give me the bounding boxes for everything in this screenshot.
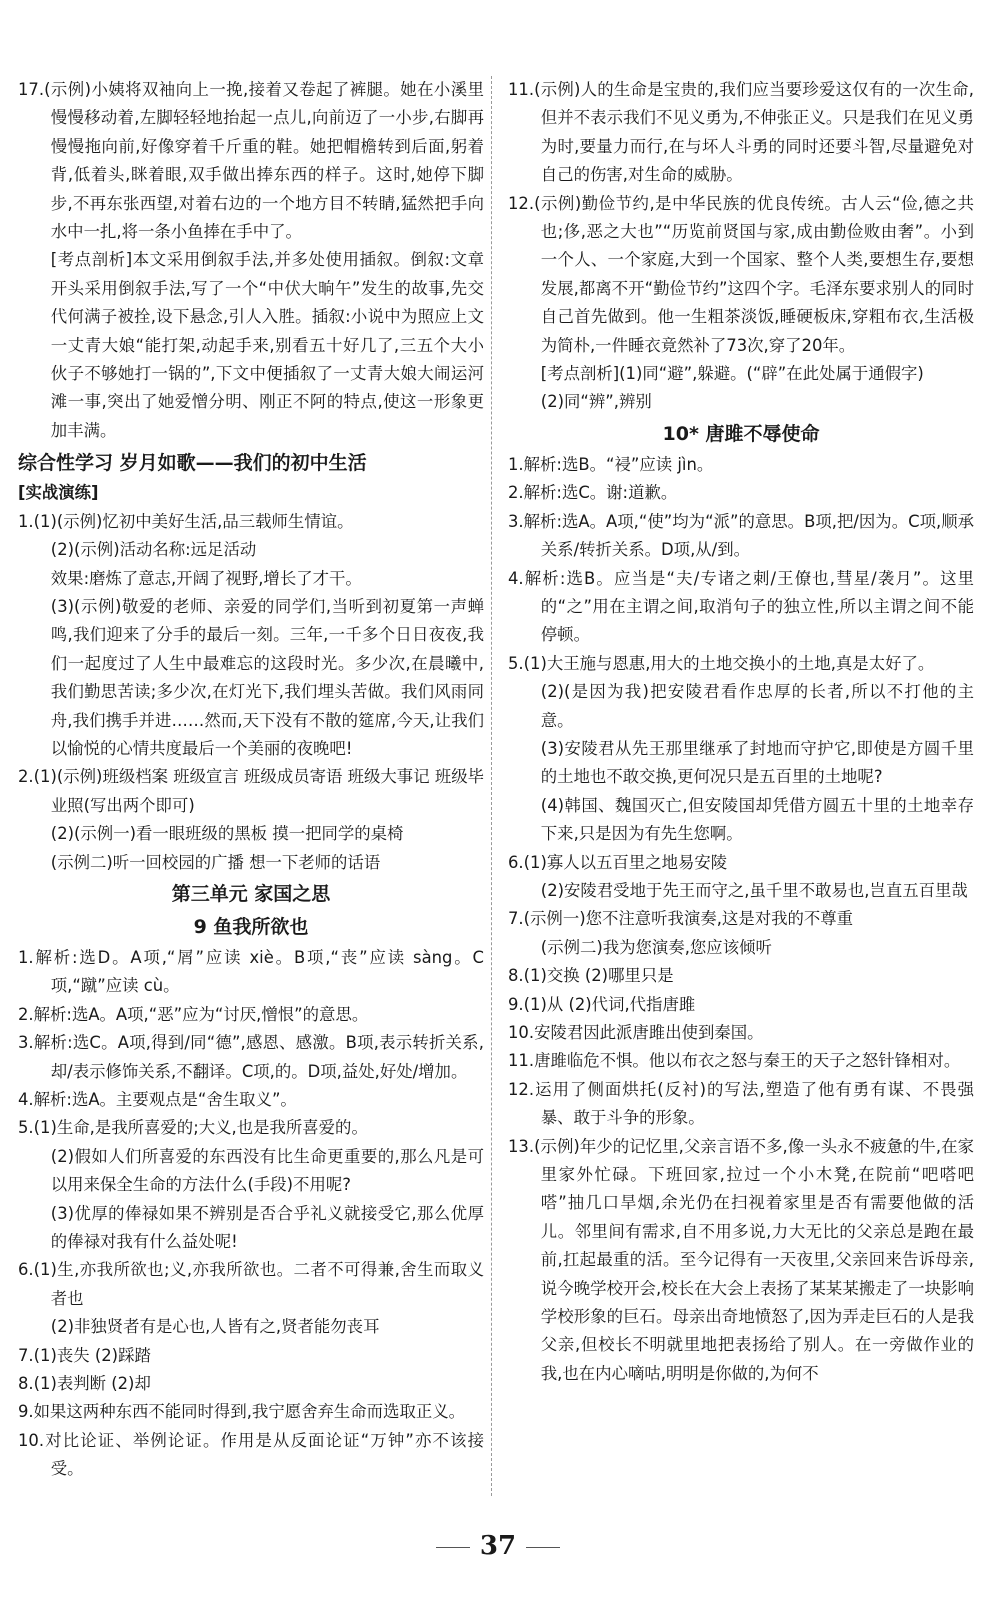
answer-paragraph: (2)(是因为我)把安陵君看作忠厚的长者,所以不打他的主意。 <box>540 682 974 730</box>
section-heading: 第三单元 家国之思 <box>171 882 331 905</box>
answer-paragraph: 9.如果这两种东西不能同时得到,我宁愿舍弃生命而选取正义。 <box>18 1402 466 1422</box>
answer-paragraph: 3.解析:选A。A项,“使”均为“派”的意思。B项,把/因为。C项,顺承关系/转折关系。D项,从/到。 <box>508 511 974 560</box>
answer-paragraph: 7.(示例一)您不注意听我演奏,这是对我的不尊重 <box>508 909 854 929</box>
answer-paragraph: (示例二)听一回校园的广播 想一下老师的话语 <box>50 852 381 872</box>
answer-paragraph: 9.(1)从 (2)代词,代指唐雎 <box>508 994 696 1014</box>
answer-paragraph: 11.(示例)人的生命是宝贵的,我们应当要珍爱这仅有的一次生命,但并不表示我们不见义勇为,不伸张正义。只是我们在见义勇为时,要量力而行,在与坏人斗勇的同时还要斗智,尽量避免对自己的伤害,对生命的威胁。 <box>508 80 974 185</box>
page-number-dash-left <box>436 1547 470 1548</box>
answer-paragraph: 3.解析:选C。A项,得到/同“德”,感恩、感激。B项,表示转折关系,却/表示修饰关系,不翻译。C项,的。D项,益处,好处/增加。 <box>18 1033 484 1081</box>
column-divider <box>491 76 492 1496</box>
page-number <box>0 1532 996 1560</box>
answer-paragraph: 11.唐雎临危不惧。他以布衣之怒与秦王的天子之怒针锋相对。 <box>508 1051 961 1071</box>
answer-paragraph: (2)同“辨”,辨别 <box>540 392 652 412</box>
answer-paragraph: (2)假如人们所喜爱的东西没有比生命更重要的,那么凡是可以用来保全生命的方法什么(手段)不用呢? <box>50 1146 484 1195</box>
answer-paragraph: (3)安陵君从先王那里继承了封地而守护它,即使是方圆千里的土地也不敢交换,更何况只是五百里的土地呢? <box>540 738 974 787</box>
answer-paragraph: (2)安陵君受地于先王而守之,虽千里不敢易也,岂直五百里哉 <box>540 880 968 900</box>
answer-paragraph: 2.解析:选A。A项,“恶”应为“讨厌,憎恨”的意思。 <box>18 1004 369 1024</box>
answer-paragraph: 7.(1)丧失 (2)踩踏 <box>18 1345 151 1365</box>
right-column <box>508 76 974 1388</box>
answer-paragraph: (2)(示例)活动名称:远足活动 <box>50 540 257 560</box>
answer-paragraph: 17.(示例)小姨将双袖向上一挽,接着又卷起了裤腿。她在小溪里慢慢移动着,左脚轻轻地抬起一点儿,向前迈了一小步,右脚再慢慢拖向前,好像穿着千斤重的鞋。她把帽檐转到后面,躬着背,低着头,眯着眼,双手做出捧东西的样子。这时,她停下脚步,不再东张西望,对着右边的一个地方目不转睛,猛然把手向水中一扎,将一条小鱼捧在手中了。 <box>18 80 484 242</box>
answer-paragraph: 1.(1)(示例)忆初中美好生活,品三载师生情谊。 <box>18 511 354 531</box>
answer-paragraph: 5.(1)生命,是我所喜爱的;大义,也是我所喜爱的。 <box>18 1118 368 1138</box>
answer-paragraph: 5.(1)大王施与恩惠,用大的土地交换小的土地,真是太好了。 <box>508 653 935 673</box>
left-column <box>18 76 484 1484</box>
answer-paragraph: 效果:磨炼了意志,开阔了视野,增长了才干。 <box>50 568 362 588</box>
answer-paragraph: (3)优厚的俸禄如果不辨别是否合乎礼义就接受它,那么优厚的俸禄对我有什么益处呢! <box>50 1203 484 1252</box>
section-heading: 10* 唐雎不辱使命 <box>662 422 820 445</box>
answer-paragraph: [实战演练] <box>18 483 99 503</box>
page-number-text: 37 <box>479 1531 517 1561</box>
answer-paragraph: (2)(示例一)看一眼班级的黑板 摸一把同学的桌椅 <box>50 824 404 844</box>
answer-paragraph: 2.解析:选C。谢:道歉。 <box>508 483 678 503</box>
answer-paragraph: 4.解析:选B。应当是“夫/专诸之刺/王僚也,彗星/袭月”。这里的“之”用在主谓之间,取消句子的独立性,所以主谓之间不能停顿。 <box>508 568 974 645</box>
answer-paragraph: 8.(1)交换 (2)哪里只是 <box>508 966 674 986</box>
answer-paragraph: 10.对比论证、举例论证。作用是从反面论证“万钟”亦不该接受。 <box>18 1430 484 1479</box>
answer-paragraph: 6.(1)寡人以五百里之地易安陵 <box>508 852 728 872</box>
answer-paragraph: 8.(1)表判断 (2)却 <box>18 1374 151 1394</box>
answer-paragraph: (4)韩国、魏国灭亡,但安陵国却凭借方圆五十里的土地幸存下来,只是因为有先生您啊。 <box>540 795 974 844</box>
answer-paragraph: (2)非独贤者有是心也,人皆有之,贤者能勿丧耳 <box>50 1317 380 1337</box>
answer-paragraph: 1.解析:选B。“祲”应读 jìn。 <box>508 454 714 474</box>
answer-paragraph: 12.(示例)勤俭节约,是中华民族的优良传统。古人云“俭,德之共也;侈,恶之大也”“历览前贤国与家,成由勤俭败由奢”。小到一个人、一个家庭,大到一个国家、整个人类,要想生存,要想发展,都离不开“勤俭节约”这四个字。毛泽东要求别人的同时自己首先做到。他一生粗茶淡饭,睡硬板床,穿粗布衣,生活极为简朴,一件睡衣竟然补了73次,穿了20年。 <box>508 193 974 355</box>
answer-paragraph: [考点剖析]本文采用倒叙手法,并多处使用插叙。倒叙:文章开头采用倒叙手法,写了一个“中伏大晌午”发生的故事,先交代何满子被拴,设下悬念,引人入胜。插叙:小说中为照应上文一丈青大娘“能打架,动起手来,别看五十好几了,三五个大小伙子不够她打一锅的”,下文中便插叙了一丈青大娘大闹运河滩一事,突出了她爱憎分明、刚正不阿的特点,使这一形象更加丰满。 <box>50 250 484 440</box>
answer-paragraph: (3)(示例)敬爱的老师、亲爱的同学们,当听到初夏第一声蝉鸣,我们迎来了分手的最后一刻。三年,一千多个日日夜夜,我们一起度过了人生中最难忘的这段时光。多少次,在晨曦中,我们勤思苦读;多少次,在灯光下,我们埋头苦做。我们风雨同舟,我们携手并进……然而,天下没有不散的筵席,今天,让我们以愉悦的心情共度最后一个美丽的夜晚吧! <box>50 596 484 758</box>
answer-paragraph: [考点剖析](1)同“避”,躲避。(“辟”在此处属于通假字) <box>540 364 924 384</box>
answer-paragraph: (示例二)我为您演奏,您应该倾听 <box>540 937 772 957</box>
answer-paragraph: 1.解析:选D。A项,“屑”应读 xiè。B项,“丧”应读 sàng。C项,“蹴”应读 cù。 <box>18 947 484 996</box>
answer-paragraph: 2.(1)(示例)班级档案 班级宣言 班级成员寄语 班级大事记 班级毕业照(写出两个即可) <box>18 767 484 815</box>
answer-paragraph: 10.安陵君因此派唐雎出使到秦国。 <box>508 1023 764 1042</box>
section-heading: 9 鱼我所欲也 <box>193 915 309 938</box>
answer-paragraph: 6.(1)生,亦我所欲也;义,亦我所欲也。二者不可得兼,舍生而取义者也 <box>18 1260 484 1308</box>
answer-paragraph: 4.解析:选A。主要观点是“舍生取义”。 <box>18 1090 297 1109</box>
answer-paragraph: 13.(示例)年少的记忆里,父亲言语不多,像一头永不疲惫的牛,在家里家外忙碌。下班回家,拉过一个小木凳,在院前“吧嗒吧嗒”抽几口旱烟,余光仍在扫视着家里是否有需要他做的活儿。邻里间有需求,自不用多说,力大无比的父亲总是跑在最前,扛起最重的活。至今记得有一天夜里,父亲回来告诉母亲,说今晚学校开会,校长在大会上表扬了某某某搬走了一块影响学校形象的巨石。母亲出奇地愤怒了,因为弄走巨石的人是我父亲,但校长不明就里地把表扬给了别人。在一旁做作业的我,也在内心嘀咕,明明是你做的,为何不 <box>508 1136 974 1383</box>
section-heading: 综合性学习 岁月如歌——我们的初中生活 <box>18 452 367 475</box>
page-number-dash-right <box>526 1547 560 1548</box>
answer-paragraph: 12.运用了侧面烘托(反衬)的写法,塑造了他有勇有谋、不畏强暴、敢于斗争的形象。 <box>508 1079 974 1128</box>
